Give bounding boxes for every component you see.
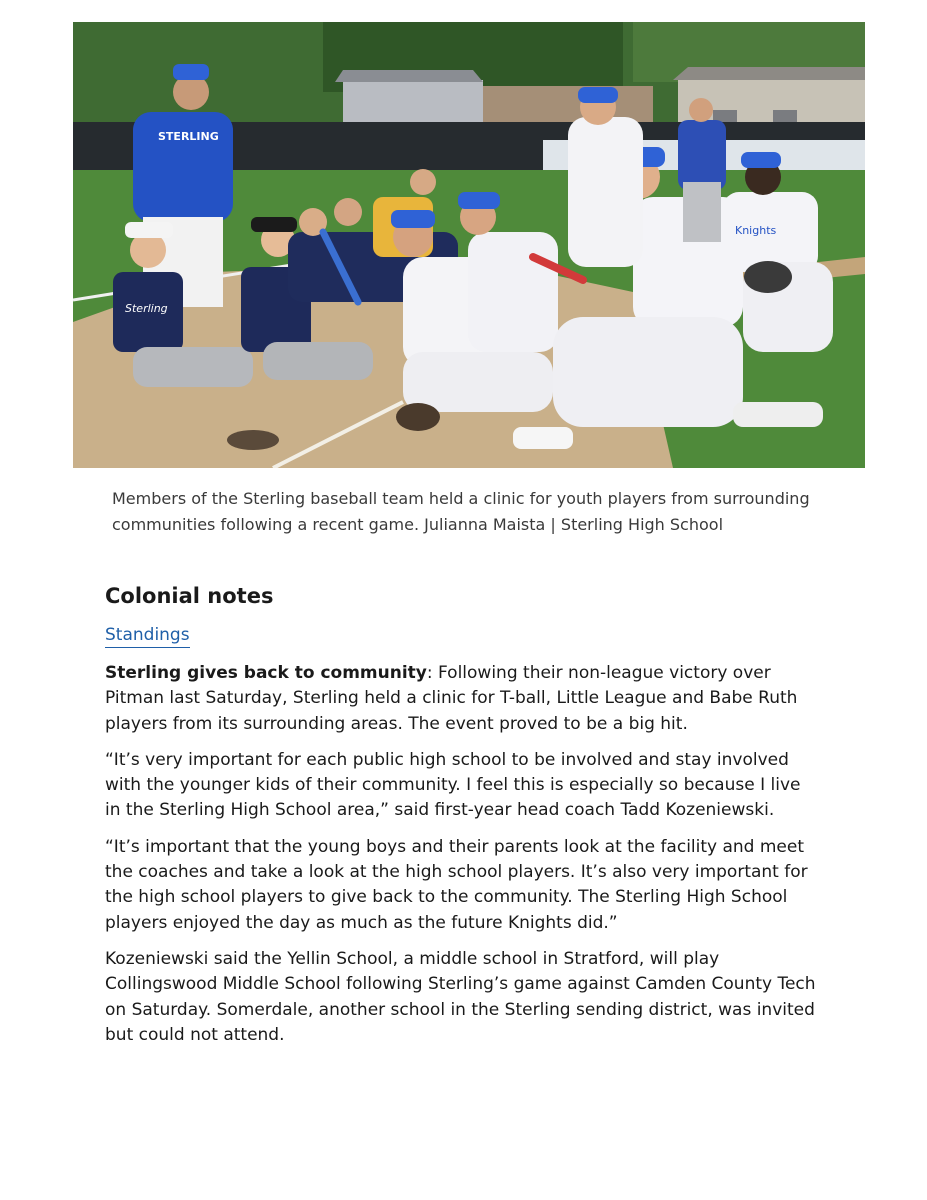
standings-link[interactable]: Standings	[105, 624, 190, 648]
paragraph-lead: Sterling gives back to community	[105, 663, 427, 683]
article-body	[105, 661, 820, 1059]
svg-text:Knights: Knights	[735, 224, 777, 237]
article-paragraph: “It’s very important for each public high school to be involved and stay involved with the younger kids of their community. I feel this is especially so because I live in the Sterling High School area,” said first-year head coach Tadd Kozeniewski.	[105, 749, 801, 821]
glove	[744, 261, 792, 293]
paragraph-body: : Following their non-league victory over Pitman last Saturday, Sterling held a clinic for T-ball, Little League and Babe Ruth players from its surrounding areas. The event proved to be a big hit.	[105, 663, 798, 734]
article-paragraph	[105, 661, 820, 737]
article-paragraph: “It’s important that the young boys and their parents look at the facility and meet the coaches and take a look at the high school players. It’s also very important for the high school players to give back to the community. The Sterling High School players enjoyed the day as much as the future Knights did.”	[105, 836, 808, 933]
house	[343, 80, 483, 125]
svg-text:STERLING: STERLING	[158, 130, 219, 143]
clinic-photo	[73, 22, 865, 468]
glove	[396, 403, 440, 431]
svg-text:Sterling: Sterling	[125, 302, 168, 315]
section-title: Colonial notes	[105, 584, 274, 608]
photo-caption: Members of the Sterling baseball team held a clinic for youth players from surrounding communities following a recent game. Julianna Maista | Sterling High School	[112, 489, 810, 534]
article-paragraph: Kozeniewski said the Yellin School, a middle school in Stratford, will play Collingswood Middle School following Sterling’s game against Camden County Tech on Saturday. Somerdale, another school in the Sterling sending district, was invited but could not attend.	[105, 948, 816, 1045]
